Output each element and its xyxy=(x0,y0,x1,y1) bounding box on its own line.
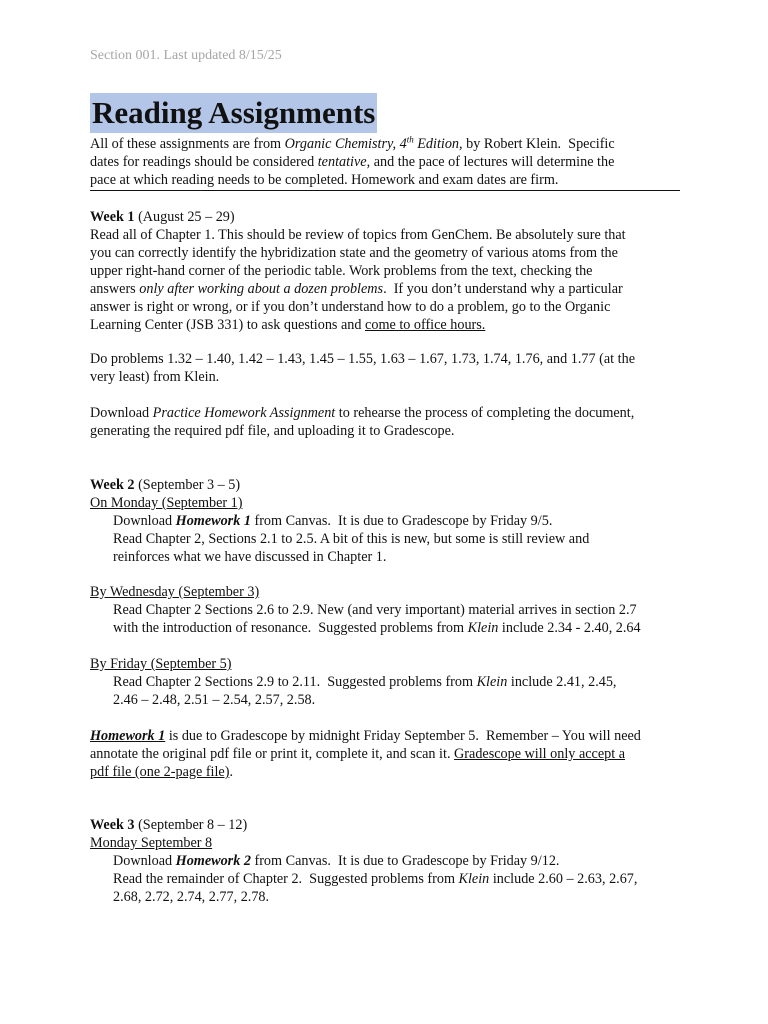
intro-text: pace at which reading needs to be completed. Homework and exam dates are firm. xyxy=(90,172,559,188)
emphasis-text: only after working about a dozen problems xyxy=(139,281,384,297)
week2-heading xyxy=(90,476,675,494)
week1-practice-paragraph: Download Practice Homework Assignment to rehearse the process of completing the document, generating the required pdf file, and uploading it to Gradescope. xyxy=(90,405,635,439)
office-hours-link[interactable]: come to office hours. xyxy=(365,317,486,333)
week3-monday-block: Download Homework 2 from Canvas. It is due to Gradescope by Friday 9/12. Read the remainder of Chapter 2. Suggested problems from Klein include 2.60 – 2.63, 2.67, 2.68, 2.72, 2.74, 2.77, 2.78. xyxy=(113,853,638,905)
intro-text: dates for readings should be considered xyxy=(90,154,318,170)
week1-reading-paragraph: Read all of Chapter 1. This should be review of topics from GenChem. Be absolutely sure that you can correctly identify the hybridization state and the geometry of various atoms from the upper right-hand corner of the periodic table. Work problems from the text, checking the answers only after working about a dozen problems. If you don’t understand why a particular answer is right or wrong, or if you don’t understand how to do a problem, go to the Organic Learning Center (JSB 331) to ask questions and come to office hours. xyxy=(90,227,626,333)
week3-heading xyxy=(90,816,675,834)
week-dates: (September 8 – 12) xyxy=(134,817,248,833)
week-label: Week 1 xyxy=(90,209,135,225)
week-label: Week 2 xyxy=(90,477,135,493)
homework-1-title: Homework 1 xyxy=(175,513,251,529)
section-header: Section 001. Last updated 8/15/25 xyxy=(90,48,282,63)
week-dates: (August 25 – 29) xyxy=(134,209,235,225)
tentative-emphasis: tentative xyxy=(317,154,367,170)
intro-paragraph xyxy=(90,135,680,191)
week2-friday-block: Read Chapter 2 Sections 2.9 to 2.11. Suggested problems from Klein include 2.41, 2.45, 2.46 – 2.48, 2.51 – 2.54, 2.57, 2.58. xyxy=(113,674,617,708)
week2-monday-heading: On Monday (September 1) xyxy=(90,495,243,511)
intro-text: , and the pace of lectures will determine the xyxy=(366,154,615,170)
week2-monday-block: Download Homework 1 from Canvas. It is due to Gradescope by Friday 9/5. Read Chapter 2, Sections 2.1 to 2.5. A bit of this is new, but some is still review and reinforces what we have discussed in Chapter 1. xyxy=(113,513,590,565)
intro-text: All of these assignments are from xyxy=(90,136,285,152)
practice-homework-title: Practice Homework Assignment xyxy=(152,405,336,421)
week2-homework-note: Homework 1 is due to Gradescope by midnight Friday September 5. Remember – You will need annotate the original pdf file or print it, complete it, and scan it. Gradescope will only accept a pdf file (one 2-page file). xyxy=(90,728,641,780)
homework-2-title: Homework 2 xyxy=(175,853,251,869)
week2-wednesday-block: Read Chapter 2 Sections 2.6 to 2.9. New (and very important) material arrives in section 2.7 with the introduction of resonance. Suggested problems from Klein include 2.34 - 2.40, 2.64 xyxy=(113,602,641,636)
intro-text: , by Robert Klein. Specific xyxy=(459,136,615,152)
week3-monday-heading: Monday September 8 xyxy=(90,835,213,851)
page-title: Reading Assignments xyxy=(90,93,377,133)
pdf-requirement-link: Gradescope will only accept a xyxy=(454,746,626,762)
book-title: Organic Chemistry, 4th Edition xyxy=(284,134,460,152)
week2-friday-heading: By Friday (September 5) xyxy=(90,656,232,672)
homework-1-link[interactable]: Homework 1 xyxy=(90,728,166,744)
week2-wednesday-heading: By Wednesday (September 3) xyxy=(90,584,260,600)
pdf-requirement-link: pdf file (one 2-page file) xyxy=(90,764,230,780)
week-dates: (September 3 – 5) xyxy=(134,477,241,493)
week-label: Week 3 xyxy=(90,817,135,833)
week1-heading xyxy=(90,208,675,226)
week1-problems-paragraph: Do problems 1.32 – 1.40, 1.42 – 1.43, 1.45 – 1.55, 1.63 – 1.67, 1.73, 1.74, 1.76, and 1.77 (at the very least) from Klein. xyxy=(90,351,635,385)
